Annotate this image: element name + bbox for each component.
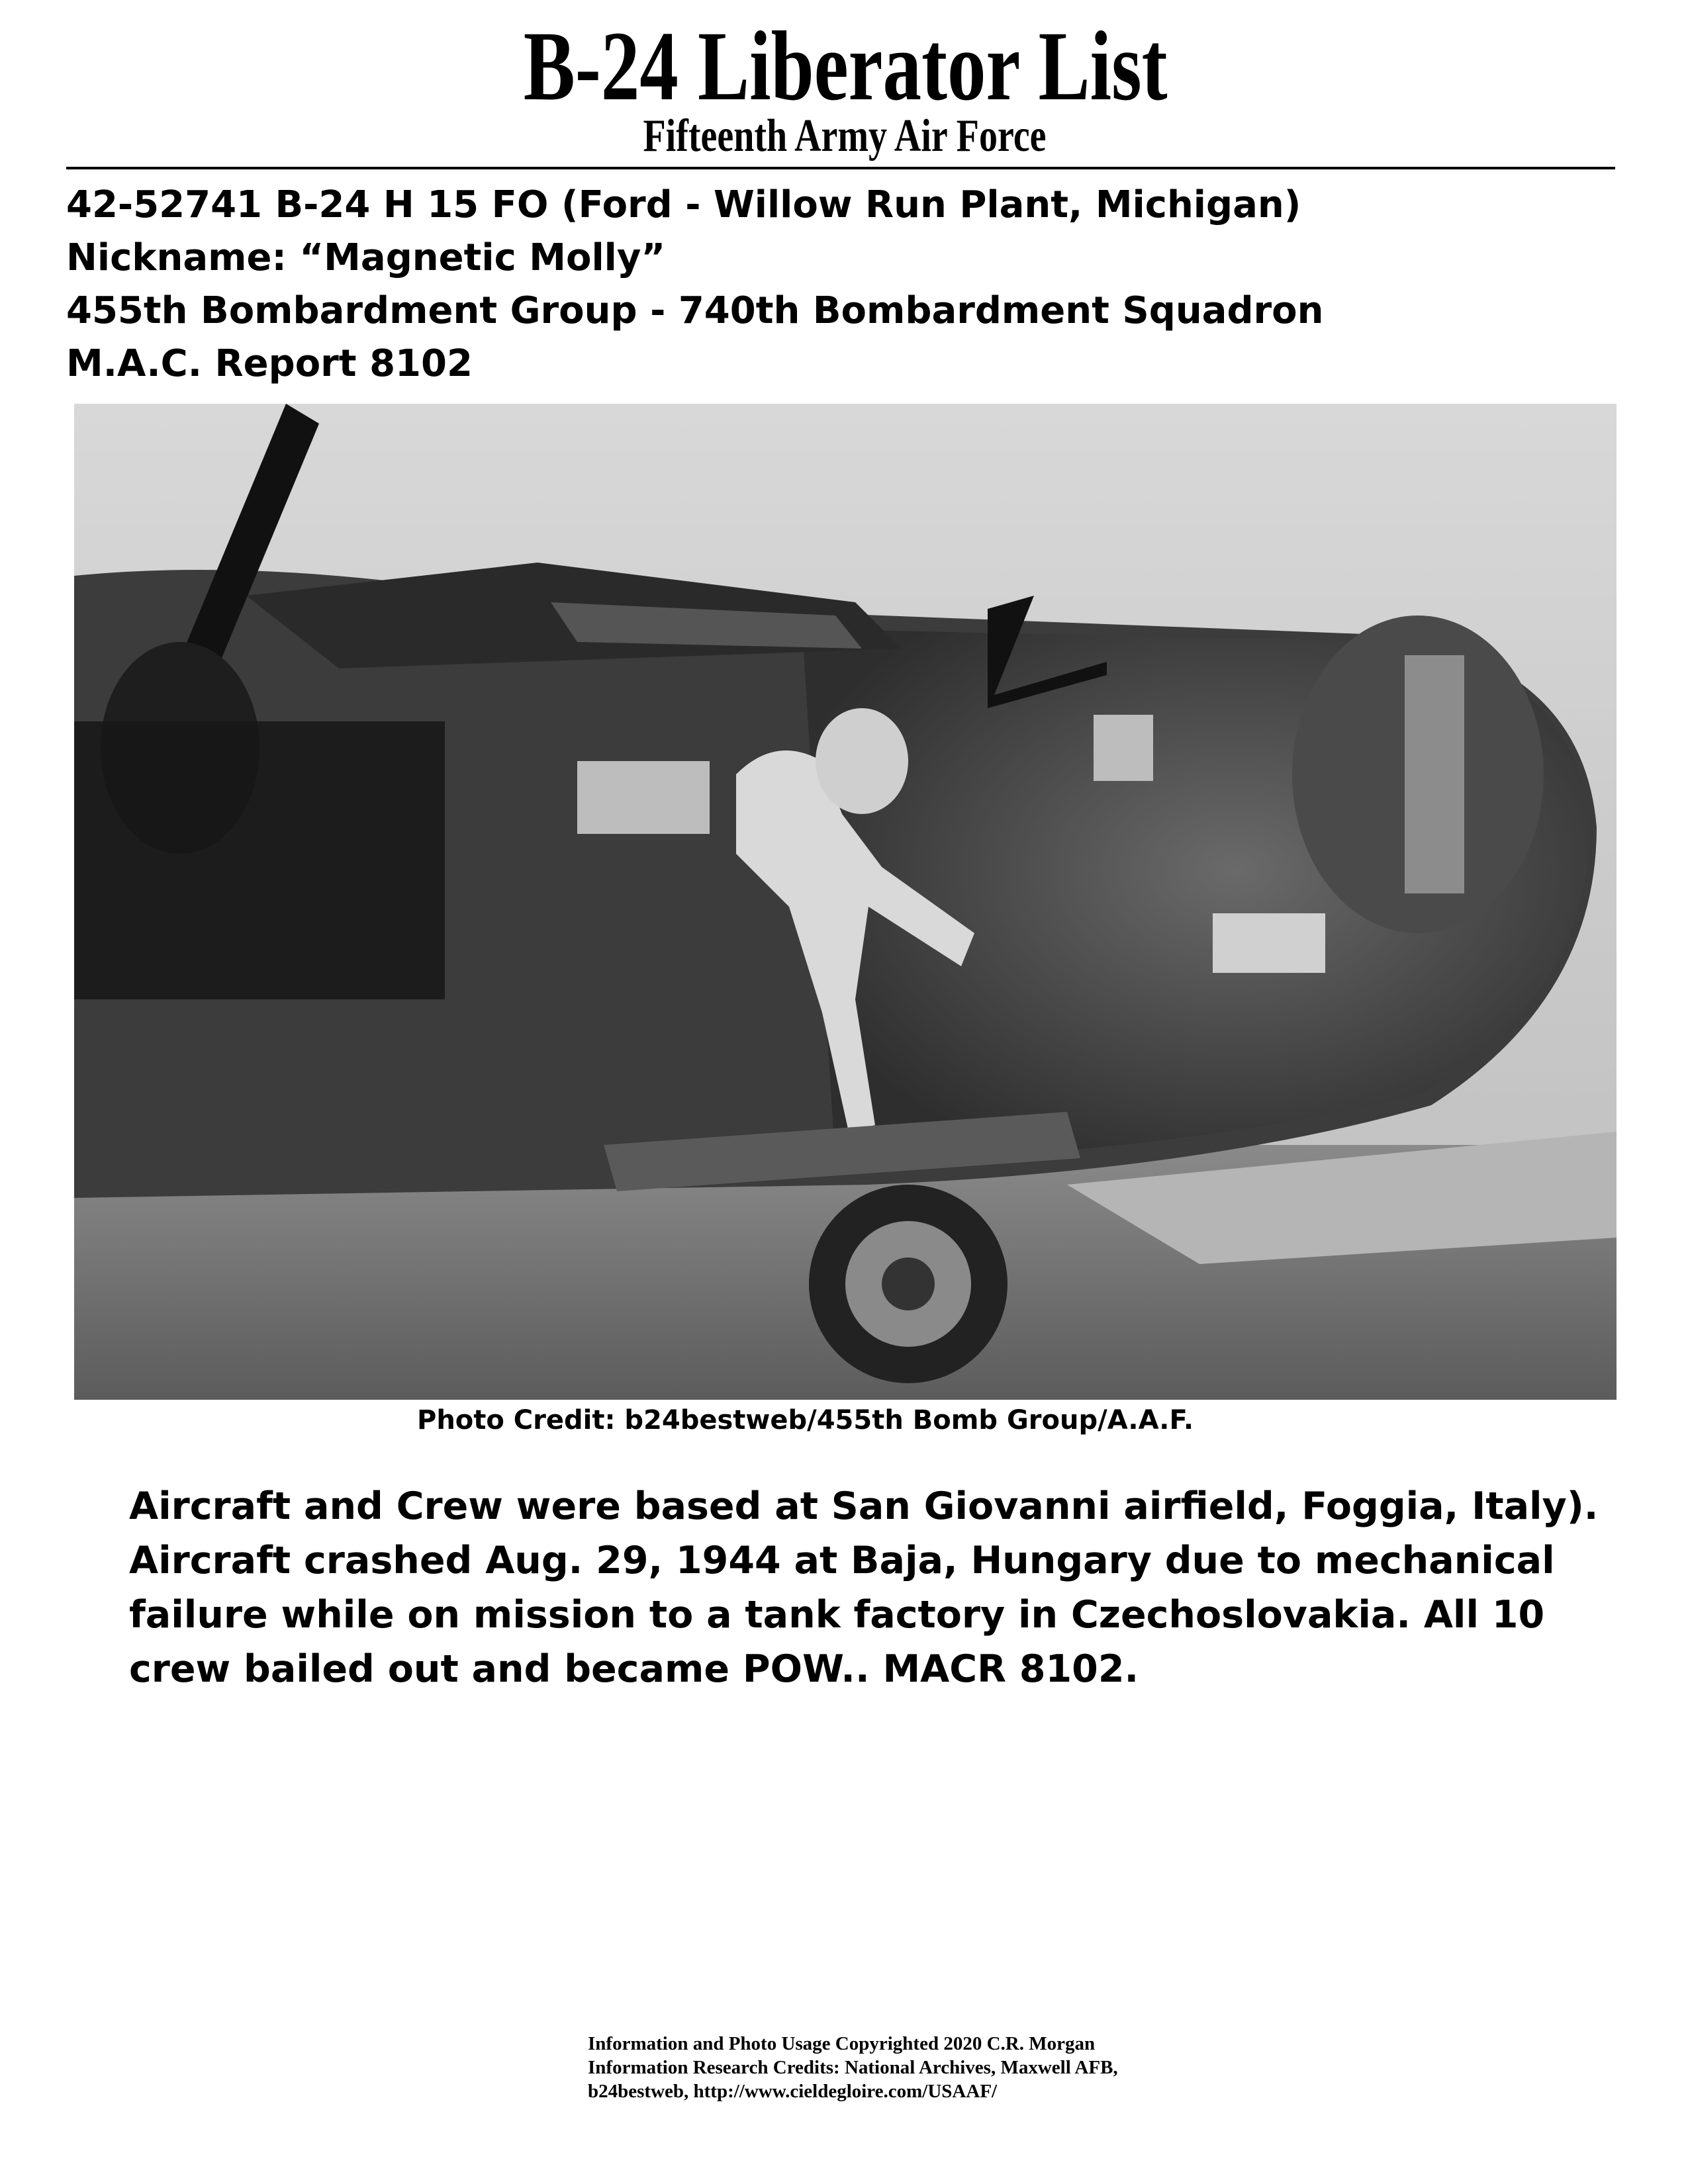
history-description	[129, 1479, 1618, 1696]
footer-line: Information Research Credits: National Archives, Maxwell AFB,	[588, 2057, 1118, 2078]
description-line: Aircraft and Crew were based at San Giovanni airfield, Foggia, Italy).	[129, 1484, 1599, 1528]
photo-credit: Photo Credit: b24bestweb/455th Bomb Group/A.A.F.	[417, 1405, 1194, 1435]
page-subtitle: Fifteenth Army Air Force	[643, 111, 1047, 161]
description-line: Aircraft crashed Aug. 29, 1944 at Baja, Hungary due to mechanical	[129, 1539, 1555, 1582]
footer-line: Information and Photo Usage Copyrighted 2020 C.R. Morgan	[588, 2033, 1096, 2054]
description-line: failure while on mission to a tank factory in Czechoslovakia. All 10	[129, 1593, 1545, 1637]
footer-line: b24bestweb, http://www.cieldegloire.com/USAAF/	[588, 2081, 998, 2102]
description-line: crew bailed out and became POW.. MACR 8102.	[129, 1647, 1139, 1691]
header-divider	[66, 167, 1615, 169]
aircraft-nickname-line: Nickname: “Magnetic Molly”	[66, 236, 666, 279]
aircraft-report-line: M.A.C. Report 8102	[66, 342, 473, 385]
aircraft-photo	[74, 404, 1617, 1400]
aircraft-photo-drawing	[74, 404, 1617, 1400]
aircraft-serial-line: 42-52741 B-24 H 15 FO (Ford - Willow Run Plant, Michigan)	[66, 183, 1301, 226]
page-title: B-24 Liberator List	[523, 11, 1168, 121]
aircraft-info	[66, 179, 1622, 390]
copyright-footer	[588, 2032, 1118, 2103]
aircraft-unit-line: 455th Bombardment Group - 740th Bombardment Squadron	[66, 289, 1324, 332]
